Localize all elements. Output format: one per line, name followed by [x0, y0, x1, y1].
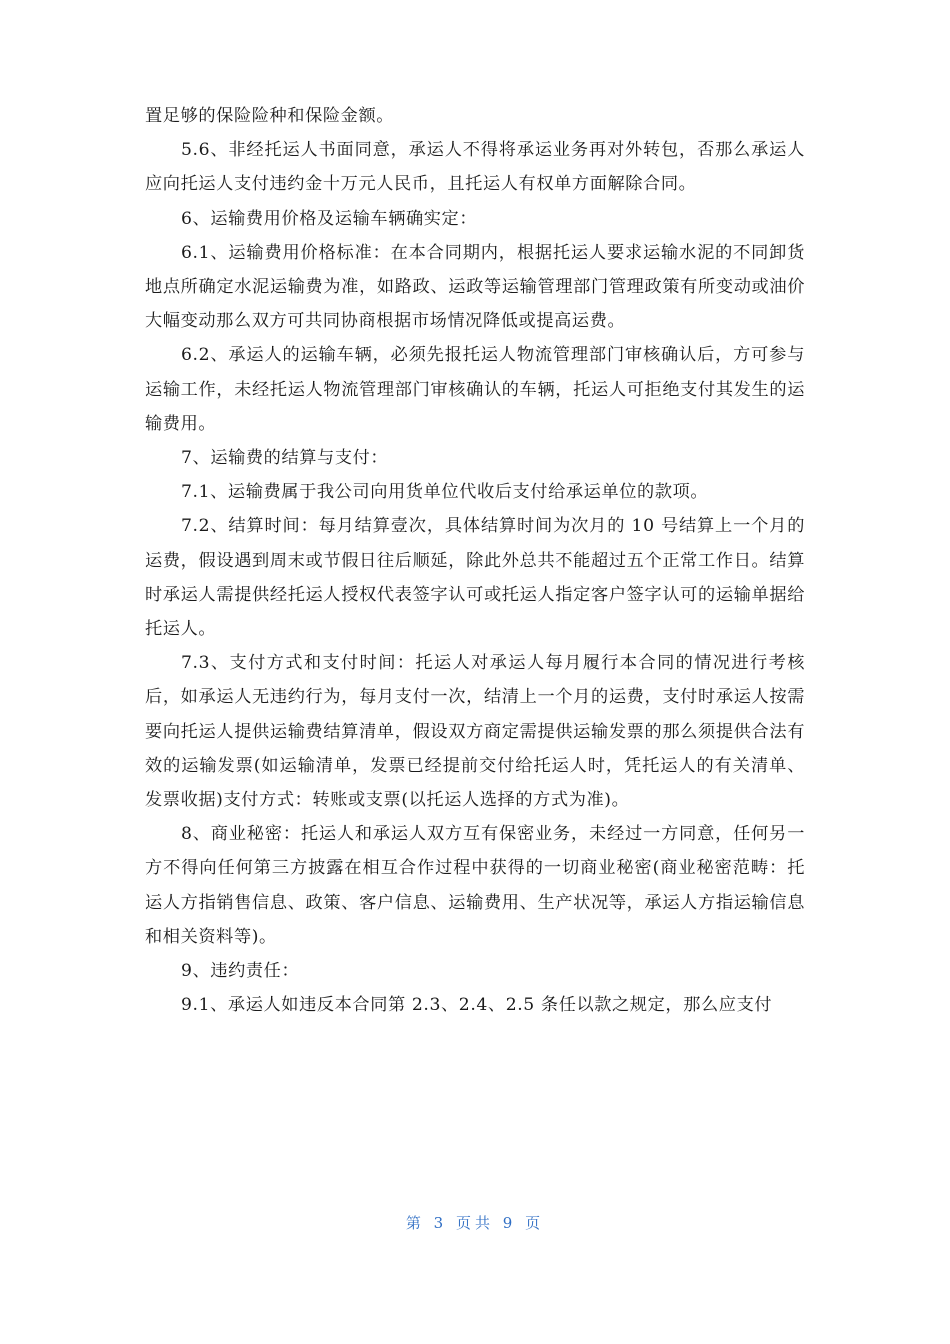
paragraph: 6.1、运输费用价格标准：在本合同期内，根据托运人要求运输水泥的不同卸货地点所确定水泥运输费为准，如路政、运政等运输管理部门管理政策有所变动或油价大幅变动那么双方可共同协商根据市场情况降低或提高运费。 — [145, 242, 805, 332]
paragraph: 7.2、结算时间：每月结算壹次，具体结算时间为次月的 10 号结算上一个月的运费，假设遇到周末或节假日往后顺延，除此外总共不能超过五个正常工作日。结算时承运人需提供经托运人授权代表签字认可或托运人指定客户签字认可的运输单据给托运人。 — [145, 516, 805, 640]
page-number-footer: 第 3 页共 9 页 — [405, 1214, 545, 1232]
paragraph: 9.1、承运人如违反本合同第 2.3、2.4、2.5 条任以款之规定，那么应支付 — [181, 995, 773, 1016]
paragraph: 7.1、运输费属于我公司向用货单位代收后支付给承运单位的款项。 — [181, 482, 709, 503]
paragraph: 置足够的保险险种和保险金额。 — [145, 106, 395, 126]
paragraph: 6.2、承运人的运输车辆，必须先报托运人物流管理部门审核确认后，方可参与运输工作，未经托运人物流管理部门审核确认的车辆，托运人可拒绝支付其发生的运输费用。 — [145, 345, 805, 434]
section-heading: 6、运输费用价格及运输车辆确实定： — [181, 208, 478, 229]
paragraph: 8、商业秘密：托运人和承运人双方互有保密业务，未经过一方同意，任何另一方不得向任何第三方披露在相互合作过程中获得的一切商业秘密(商业秘密范畴：托运人方指销售信息、政策、客户信息、运输费用、生产状况等，承运人方指运输信息和相关资料等)。 — [145, 824, 805, 947]
section-heading: 9、违约责任： — [181, 961, 300, 982]
document-body — [145, 99, 805, 1022]
section-heading: 7、运输费的结算与支付： — [181, 448, 389, 469]
paragraph: 7.3、支付方式和支付时间：托运人对承运人每月履行本合同的情况进行考核后，如承运人无违约行为，每月支付一次，结清上一个月的运费，支付时承运人按需要向托运人提供运输费结算清单，假设双方商定需提供运输发票的那么须提供合法有效的运输发票(如运输清单，发票已经提前交付给托运人时，凭托运人的有关清单、发票收据)支付方式：转账或支票(以托运人选择的方式为准)。 — [145, 653, 805, 811]
paragraph: 5.6、非经托运人书面同意，承运人不得将承运业务再对外转包，否那么承运人应向托运人支付违约金十万元人民币，且托运人有权单方面解除合同。 — [145, 140, 805, 195]
